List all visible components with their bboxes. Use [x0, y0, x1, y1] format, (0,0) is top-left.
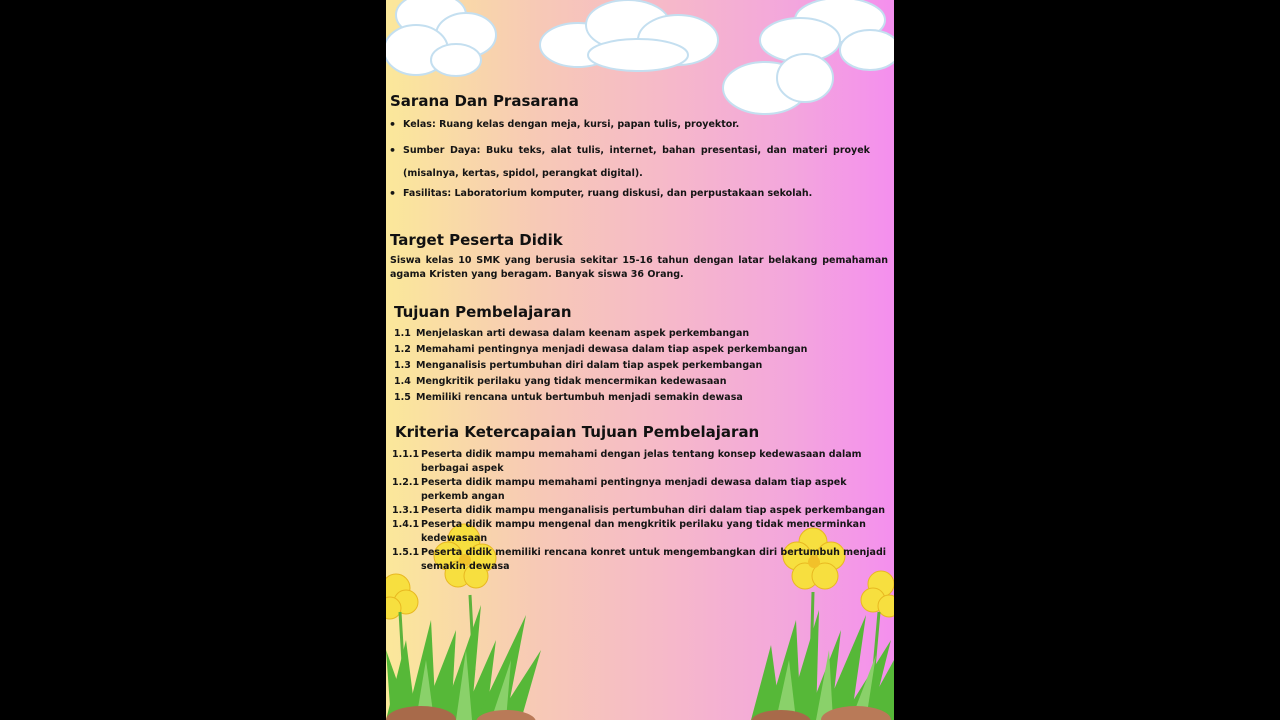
sarana-list: [386, 117, 870, 202]
list-item: • Fasilitas: Laboratorium komputer, ruang diskusi, dan perpustakaan sekolah.: [386, 186, 870, 202]
section-title-sarana: Sarana Dan Prasarana: [390, 92, 579, 110]
item-number: 1.4: [394, 376, 411, 387]
list-item: [394, 326, 884, 342]
item-text: Peserta didik mampu menganalisis pertumbuhan diri dalam tiap aspek perkembangan: [421, 505, 886, 516]
kriteria-list: [392, 448, 892, 574]
cloud-right: [720, 0, 894, 118]
tujuan-list: [394, 326, 884, 406]
list-item: [392, 546, 892, 574]
item-text: Memahami pentingnya menjadi dewasa dalam tiap aspek perkembangan: [416, 344, 808, 355]
list-item: [394, 374, 884, 390]
list-item: • Kelas: Ruang kelas dengan meja, kursi, papan tulis, proyektor.: [386, 117, 870, 133]
item-number: 1.1.1: [392, 449, 420, 460]
item-number: 1.2: [394, 344, 411, 355]
cloud-left: [386, 0, 506, 85]
item-text: Menganalisis pertumbuhan diri dalam tiap aspek perkembangan: [416, 360, 763, 371]
document-page: [386, 0, 894, 720]
list-item: [392, 476, 892, 504]
section-title-kriteria: Kriteria Ketercapaian Tujuan Pembelajaran: [395, 423, 760, 441]
item-number: 1.4.1: [392, 519, 420, 530]
section-title-tujuan: Tujuan Pembelajaran: [394, 303, 572, 321]
list-item: [392, 448, 892, 476]
item-number: 1.5: [394, 392, 411, 403]
list-item: [394, 390, 884, 406]
item-text: Memiliki rencana untuk bertumbuh menjadi semakin dewasa: [416, 392, 743, 403]
item-text: Menjelaskan arti dewasa dalam keenam aspek perkembangan: [416, 328, 750, 339]
list-item: • Sumber Daya: Buku teks, alat tulis, internet, bahan presentasi, dan materi proyek (misalnya, kertas, spidol, perangkat digital).: [386, 139, 870, 185]
item-text: Peserta didik memiliki rencana konret untuk mengembangkan diri bertumbuh menjadi semakin dewasa: [421, 547, 886, 572]
item-number: 1.3.1: [392, 505, 420, 516]
list-item: [392, 504, 892, 518]
item-number: 1.5.1: [392, 547, 420, 558]
item-text: Peserta didik mampu memahami dengan jelas tentang konsep kedewasaan dalam berbagai aspek: [421, 449, 862, 474]
list-item: [394, 358, 884, 374]
section-title-target: Target Peserta Didik: [390, 231, 563, 249]
item-number: 1.3: [394, 360, 411, 371]
item-text: Mengkritik perilaku yang tidak mencermikan kedewasaan: [416, 376, 727, 387]
list-item: [392, 518, 892, 546]
target-description: Siswa kelas 10 SMK yang berusia sekitar 15-16 tahun dengan latar belakang pemahaman agama Kristen yang beragam. Banyak siswa 36 Orang.: [390, 255, 888, 280]
list-item: [394, 342, 884, 358]
item-text: Peserta didik mampu mengenal dan mengkritik perilaku yang tidak mencerminkan kedewasaan: [421, 519, 866, 544]
item-number: 1.2.1: [392, 477, 420, 488]
item-text: Peserta didik mampu memahami pentingnya menjadi dewasa dalam tiap aspek perkemb angan: [421, 477, 847, 502]
item-number: 1.1: [394, 328, 411, 339]
cloud-center: [538, 0, 723, 75]
